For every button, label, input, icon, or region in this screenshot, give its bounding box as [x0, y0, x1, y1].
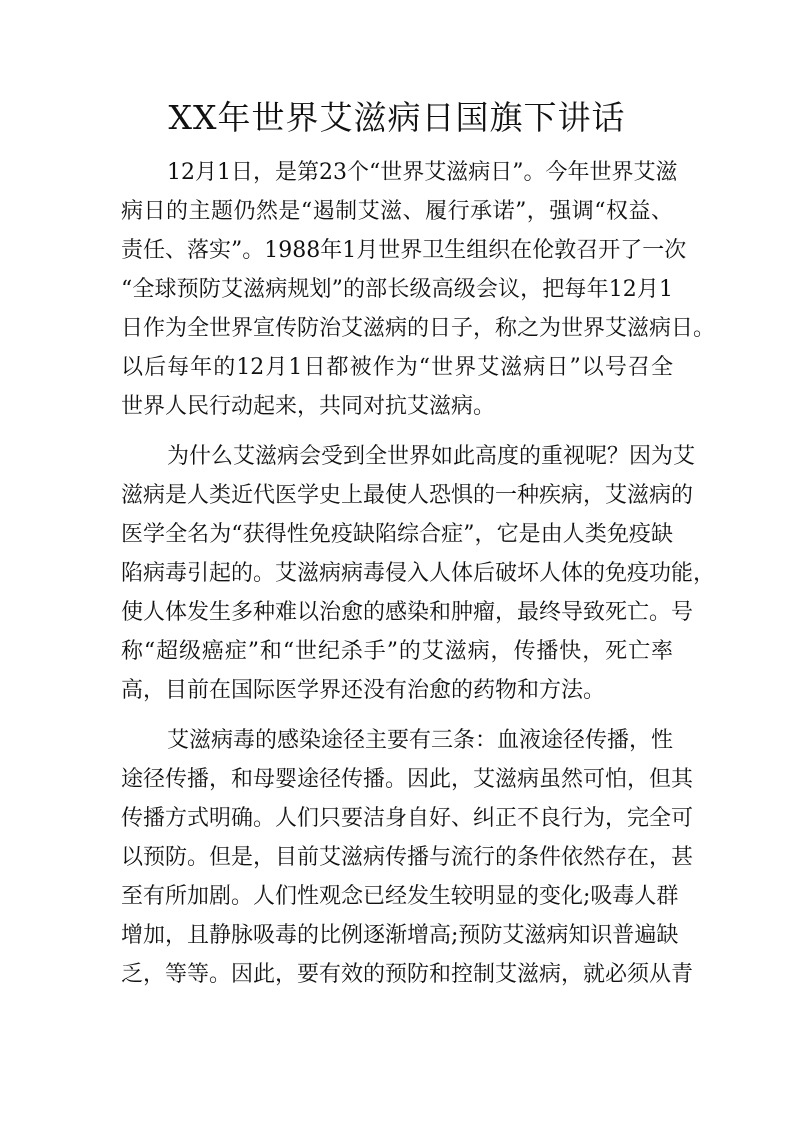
paragraph-line: 途径传播，和母婴途径传播。因此，艾滋病虽然可怕，但其 [121, 767, 694, 792]
paragraph-line: 陷病毒引起的。艾滋病病毒侵入人体后破坏人体的免疫功能， [121, 561, 716, 586]
paragraph-line: 责任、落实”。1988年1月世界卫生组织在伦敦召开了一次 [121, 238, 687, 263]
paragraph-line: 高，目前在国际医学界还没有治愈的药物和方法。 [121, 678, 606, 703]
paragraph-3 [121, 721, 694, 994]
document-body [121, 153, 716, 994]
paragraph-line: 滋病是人类近代医学史上最使人恐惧的一种疾病，艾滋病的 [121, 483, 694, 508]
paragraph-line: 为什么艾滋病会受到全世界如此高度的重视呢？因为艾 [167, 444, 696, 469]
paragraph-gap [121, 710, 673, 721]
paragraph-line: 至有所加剧。人们性观念已经发生较明显的变化;吸毒人群 [121, 884, 679, 909]
paragraph-line: 传播方式明确。人们只要洁身自好、纠正不良行为，完全可 [121, 806, 694, 831]
paragraph-line: 乏，等等。因此，要有效的预防和控制艾滋病，就必须从青 [121, 962, 694, 987]
paragraph-line: 病日的主题仍然是“遏制艾滋、履行承诺”，强调“权益、 [121, 199, 673, 224]
paragraph-gap [121, 426, 673, 437]
paragraph-line: 称“超级癌症”和“世纪杀手”的艾滋病，传播快，死亡率 [121, 639, 673, 664]
paragraph-line: 以预防。但是，目前艾滋病传播与流行的条件依然存在，甚 [121, 845, 694, 870]
paragraph-line: 医学全名为“获得性免疫缺陷综合症”，它是由人类免疫缺 [121, 522, 673, 547]
paragraph-line: 12月1日，是第23个“世界艾滋病日”。今年世界艾滋 [167, 160, 678, 185]
paragraph-line: 艾滋病毒的感染途径主要有三条：血液途径传播，性 [167, 728, 674, 753]
paragraph-line: 以后每年的12月1日都被作为“世界艾滋病日”以号召全 [121, 355, 673, 380]
paragraph-line: 增加，且静脉吸毒的比例逐渐增高;预防艾滋病知识普遍缺 [121, 923, 679, 948]
paragraph-2 [121, 437, 716, 710]
paragraph-line: 世界人民行动起来，共同对抗艾滋病。 [121, 394, 496, 419]
paragraph-line: “全球预防艾滋病规划”的部长级高级会议，把每年12月1 [121, 277, 673, 302]
paragraph-1 [121, 153, 716, 426]
paragraph-line: 日作为全世界宣传防治艾滋病的日子，称之为世界艾滋病日。 [121, 316, 716, 341]
document-title: XX年世界艾滋病日国旗下讲话 [168, 98, 626, 137]
paragraph-line: 使人体发生多种难以治愈的感染和肿瘤，最终导致死亡。号 [121, 600, 694, 625]
